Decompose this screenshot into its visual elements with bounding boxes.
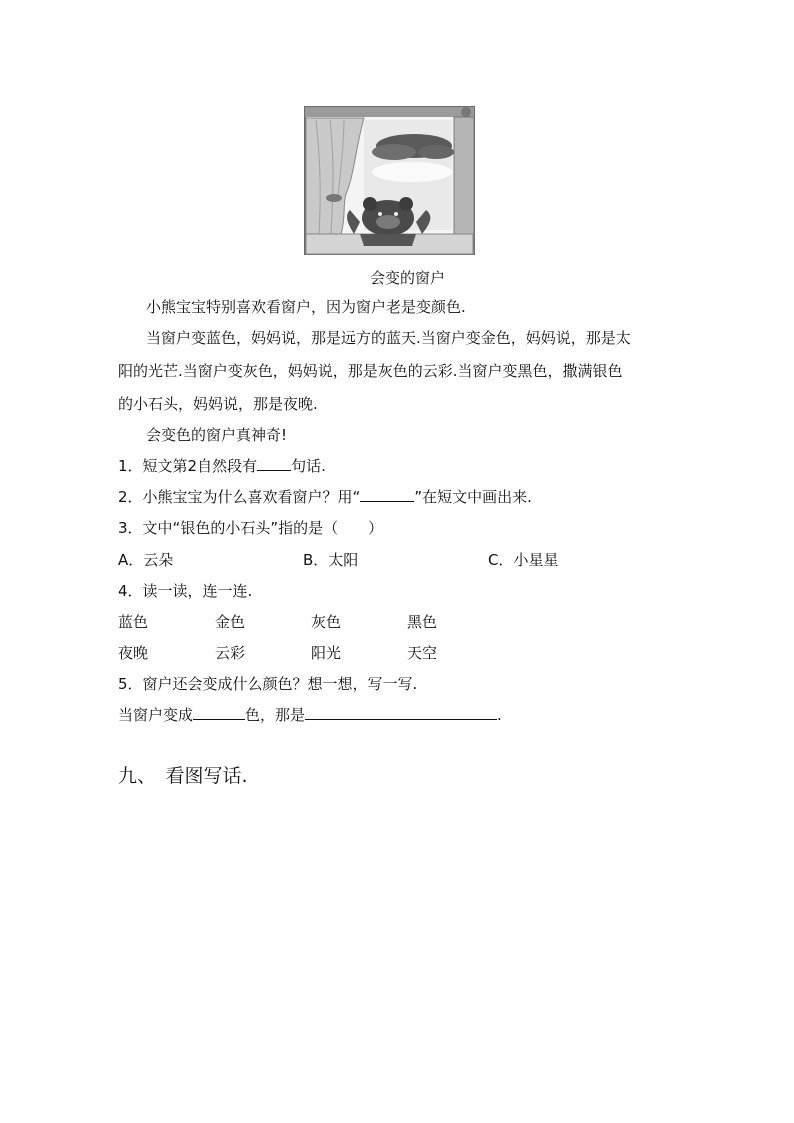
question-1-suffix: 句话. [291,457,326,475]
question-5-end: . [497,706,502,724]
question-3-option-a[interactable]: A．云朵 [118,551,174,569]
window-bear-illustration [304,106,475,256]
match-top-item[interactable]: 金色 [215,613,246,631]
question-5-prefix: 当窗户变成 [118,706,194,724]
question-4: 4．读一读，连一连. [118,582,253,600]
match-bottom-item[interactable]: 阳光 [311,644,342,662]
match-bottom-item[interactable]: 夜晚 [118,644,149,662]
question-3-option-c[interactable]: C．小星星 [488,551,559,569]
question-5: 5．窗户还会变成什么颜色？想一想，写一写. [118,675,418,693]
question-3: 3．文中“银色的小石头”指的是（ ） [118,519,384,537]
match-top-item[interactable]: 蓝色 [118,613,149,631]
meaning-answer-blank[interactable] [305,705,497,720]
match-bottom-item[interactable]: 云彩 [215,644,246,662]
question-2-suffix: ”在短文中画出来. [414,488,532,506]
story-paragraph-2-line-3: 的小石头，妈妈说，那是夜晚. [118,395,318,413]
question-1 [118,456,678,476]
color-answer-blank[interactable] [193,705,245,720]
section-9-heading: 九、 看图写话. [118,765,248,787]
story-title: 会变的窗户 [370,269,446,287]
question-2-mark-blank [360,487,414,502]
story-paragraph-2-line-2: 阳的光芒.当窗户变灰色，妈妈说，那是灰色的云彩.当窗户变黑色，撒满银色 [118,362,623,380]
match-bottom-item[interactable]: 天空 [407,644,438,662]
question-1-prefix: 1．短文第2自然段有 [118,457,258,475]
question-5-middle: 色，那是 [245,706,306,724]
story-paragraph-1: 小熊宝宝特别喜欢看窗户，因为窗户老是变颜色. [146,298,466,316]
question-5-answer-line [118,705,678,725]
match-top-item[interactable]: 灰色 [311,613,342,631]
match-top-item[interactable]: 黑色 [407,613,438,631]
question-1-answer-blank[interactable] [257,456,291,471]
question-3-option-b[interactable]: B．太阳 [303,551,359,569]
story-paragraph-2-line-1: 当窗户变蓝色，妈妈说，那是远方的蓝天.当窗户变金色，妈妈说，那是太 [146,329,631,347]
question-2 [118,487,678,507]
question-2-prefix: 2．小熊宝宝为什么喜欢看窗户？用“ [118,488,361,506]
story-paragraph-3: 会变色的窗户真神奇! [146,426,288,444]
